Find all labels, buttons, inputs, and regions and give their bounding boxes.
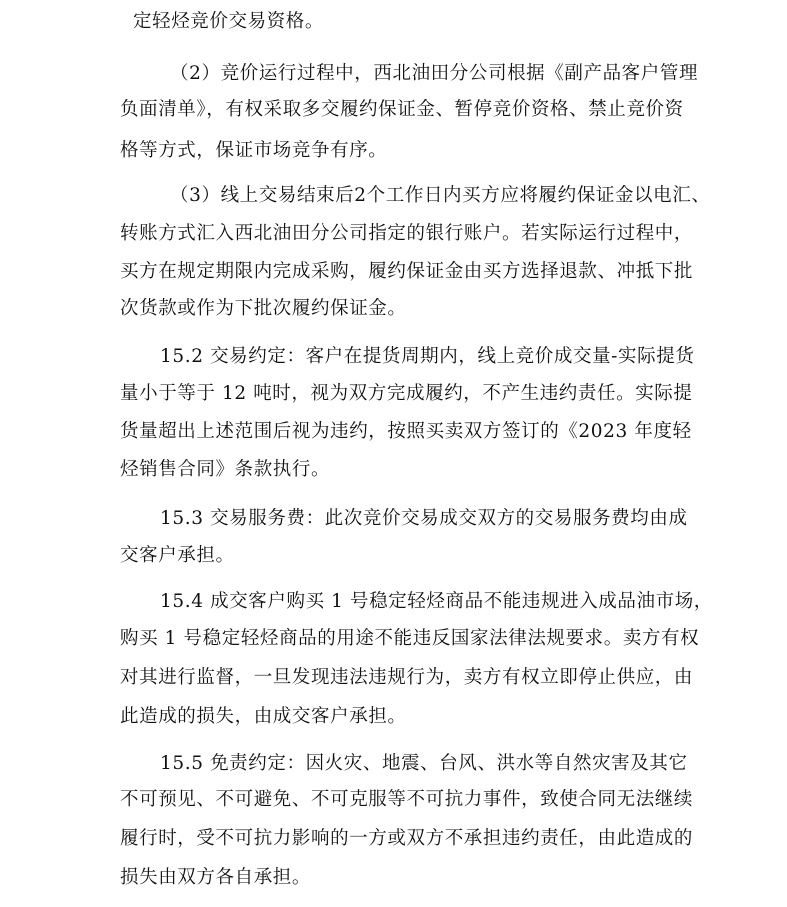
text-line: 买方在规定期限内完成采购，履约保证金由买方选择退款、冲抵下批: [120, 261, 694, 282]
text-line: 定轻烃竞价交易资格。: [133, 11, 325, 32]
text-line: 不可预见、不可避免、不可克服等不可抗力事件，致使合同无法继续: [120, 789, 694, 810]
text-line: 对其进行监督，一旦发现违法违规行为，卖方有权立即停止供应，由: [120, 667, 694, 688]
text-line: 转账方式汇入西北油田分公司指定的银行账户。若实际运行过程中，: [120, 223, 694, 244]
text-line: 15.5 免责约定：因火灾、地震、台风、洪水等自然灾害及其它: [160, 753, 688, 774]
text-line: 此造成的损失，由成交客户承担。: [120, 706, 407, 727]
text-line: （3）线上交易结束后2个工作日内买方应将履约保证金以电汇、: [170, 185, 711, 206]
text-line: 交客户承担。: [120, 545, 235, 566]
text-line: 烃销售合同》条款执行。: [120, 459, 331, 480]
text-line: 15.4 成交客户购买 1 号稳定轻烃商品不能违规进入成品油市场，: [160, 591, 713, 612]
text-line: 负面清单》，有权采取多交履约保证金、暂停竞价资格、禁止竞价资: [120, 99, 684, 120]
text-line: 15.2 交易约定：客户在提货周期内，线上竞价成交量-实际提货: [160, 346, 695, 367]
text-line: 次货款或作为下批次履约保证金。: [120, 298, 407, 319]
text-line: 履行时，受不可抗力影响的一方或双方不承担违约责任，由此造成的: [120, 828, 694, 849]
text-line: 购买 1 号稳定轻烃商品的用途不能违反国家法律法规要求。卖方有权: [120, 628, 700, 649]
text-line: 损失由双方各自承担。: [120, 867, 312, 888]
text-line: 货量超出上述范围后视为违约，按照买卖双方签订的《2023 年度轻: [120, 421, 692, 442]
text-line: （2）竞价运行过程中，西北油田分公司根据《副产品客户管理: [170, 63, 699, 84]
text-line: 格等方式，保证市场竞争有序。: [120, 140, 388, 161]
text-line: 15.3 交易服务费：此次竞价交易成交双方的交易服务费均由成: [160, 508, 688, 529]
text-line: 量小于等于 12 吨时，视为双方完成履约，不产生违约责任。实际提: [120, 383, 693, 404]
